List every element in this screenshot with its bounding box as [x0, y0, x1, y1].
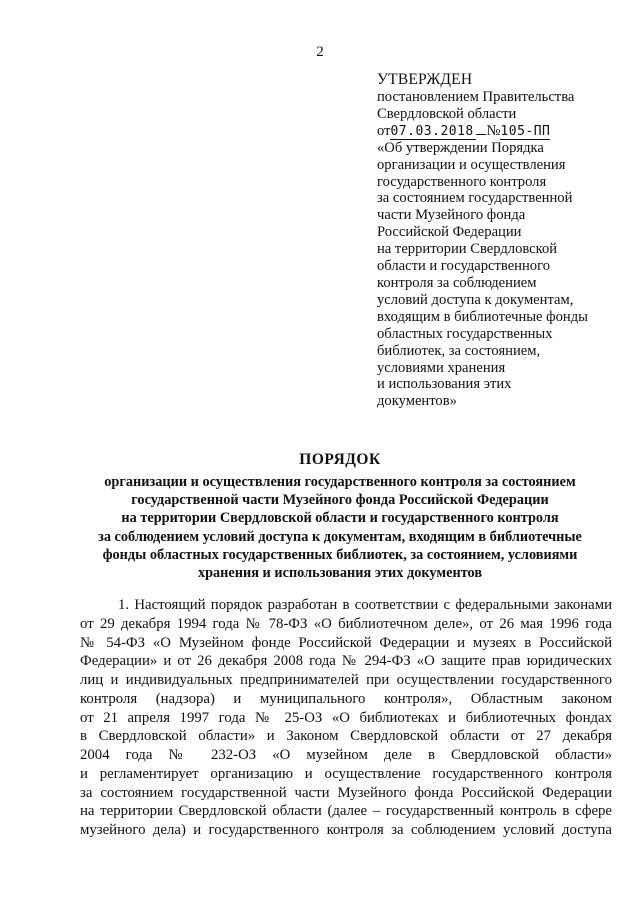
document-heading — [60, 450, 620, 582]
document-subtitle-line: фонды областных государственных библиотек, за состоянием, условиями — [102, 546, 578, 563]
decree-title-line: Российской Федерации — [377, 224, 522, 241]
decree-title — [377, 140, 622, 411]
paragraph-line: лиц и индивидуальных предпринимателей при осуществлении государственного — [80, 672, 612, 688]
approval-stamp-block — [377, 72, 622, 410]
decree-title-line: условиями хранения — [377, 359, 506, 376]
decree-title-line: условий доступа к документам, — [377, 291, 574, 308]
decree-title-line: «Об утверждении Порядка — [377, 139, 544, 156]
decree-title-line: и использования этих — [377, 376, 512, 393]
approval-line: Свердловской области — [377, 105, 517, 122]
decree-title-line: входящим в библиотечные фонды — [377, 308, 588, 325]
document-subtitle-line: организации и осуществления государственного контроля за состоянием — [104, 474, 576, 490]
paragraph-line: в Свердловской области» и Законом Свердловской области от 27 декабря — [80, 728, 612, 745]
approval-date: 07.03.2018 — [390, 125, 476, 140]
paragraph-line: № 54-ФЗ «О Музейном фонде Российской Федерации и музеях в Российской — [80, 634, 612, 651]
decree-title-line: областных государственных — [377, 325, 553, 342]
document-subtitle-line: хранения и использования этих документов — [197, 565, 483, 582]
decree-title-line: контроля за соблюдением — [377, 274, 537, 291]
paragraph-line: Федерации» и от 26 декабря 2008 года № 294-ФЗ «О защите прав юридических — [80, 653, 612, 670]
document-subtitle-line: государственной части Музейного фонда Российской Федерации — [131, 492, 549, 509]
document-subtitle-line: на территории Свердловской области и государственного контроля — [121, 510, 559, 527]
paragraph-line: контроля (надзора) и муниципального контроля», Областным законом — [80, 690, 612, 707]
number-prefix: № — [486, 122, 501, 139]
date-prefix: от — [377, 122, 391, 139]
paragraph-1 — [80, 596, 612, 840]
decree-title-line: части Музейного фонда — [377, 207, 526, 224]
decree-title-line: документов» — [377, 393, 457, 410]
paragraph-line: от 21 апреля 1997 года № 25-ОЗ «О библиотеках и библиотечных фондах — [80, 709, 612, 726]
decree-title-line: за состоянием государственной — [377, 190, 573, 207]
document-title: ПОРЯДОК — [299, 451, 381, 468]
decree-title-line: государственного контроля — [377, 173, 547, 190]
approval-date-number-line — [377, 123, 622, 140]
approval-number: 105-ПП — [500, 123, 551, 139]
paragraph-line: за состоянием государственной части Музейного фонда Российской Федерации — [80, 784, 612, 801]
approval-line: постановлением Правительства — [377, 88, 575, 105]
paragraph-line: 1. Настоящий порядок разработан в соответствии с федеральными законами — [118, 597, 612, 613]
date-underline-gap — [476, 134, 486, 135]
paragraph-line: на территории Свердловской области (далее – государственный контроль в сфере — [80, 803, 612, 820]
approval-title: УТВЕРЖДЕН — [377, 71, 473, 88]
paragraph-line: музейного дела) и государственного контроля за соблюдением условий доступа — [80, 822, 612, 838]
page-number: 2 — [316, 44, 324, 60]
paragraph-line: 2004 года № 232-ОЗ «О музейном деле в Свердловской области» — [80, 747, 612, 763]
decree-title-line: на территории Свердловской — [377, 241, 558, 258]
decree-title-line: организации и осуществления — [377, 156, 566, 173]
document-subtitle-line: за соблюдением условий доступа к документам, входящим в библиотечные — [98, 528, 582, 545]
decree-title-line: области и государственного — [377, 258, 551, 275]
decree-title-line: библиотек, за состоянием, — [377, 342, 541, 359]
paragraph-line: от 29 декабря 1994 года № 78-ФЗ «О библиотечном деле», от 26 мая 1996 года — [80, 615, 612, 632]
paragraph-line: и регламентирует организацию и осуществление государственного контроля — [80, 765, 612, 782]
